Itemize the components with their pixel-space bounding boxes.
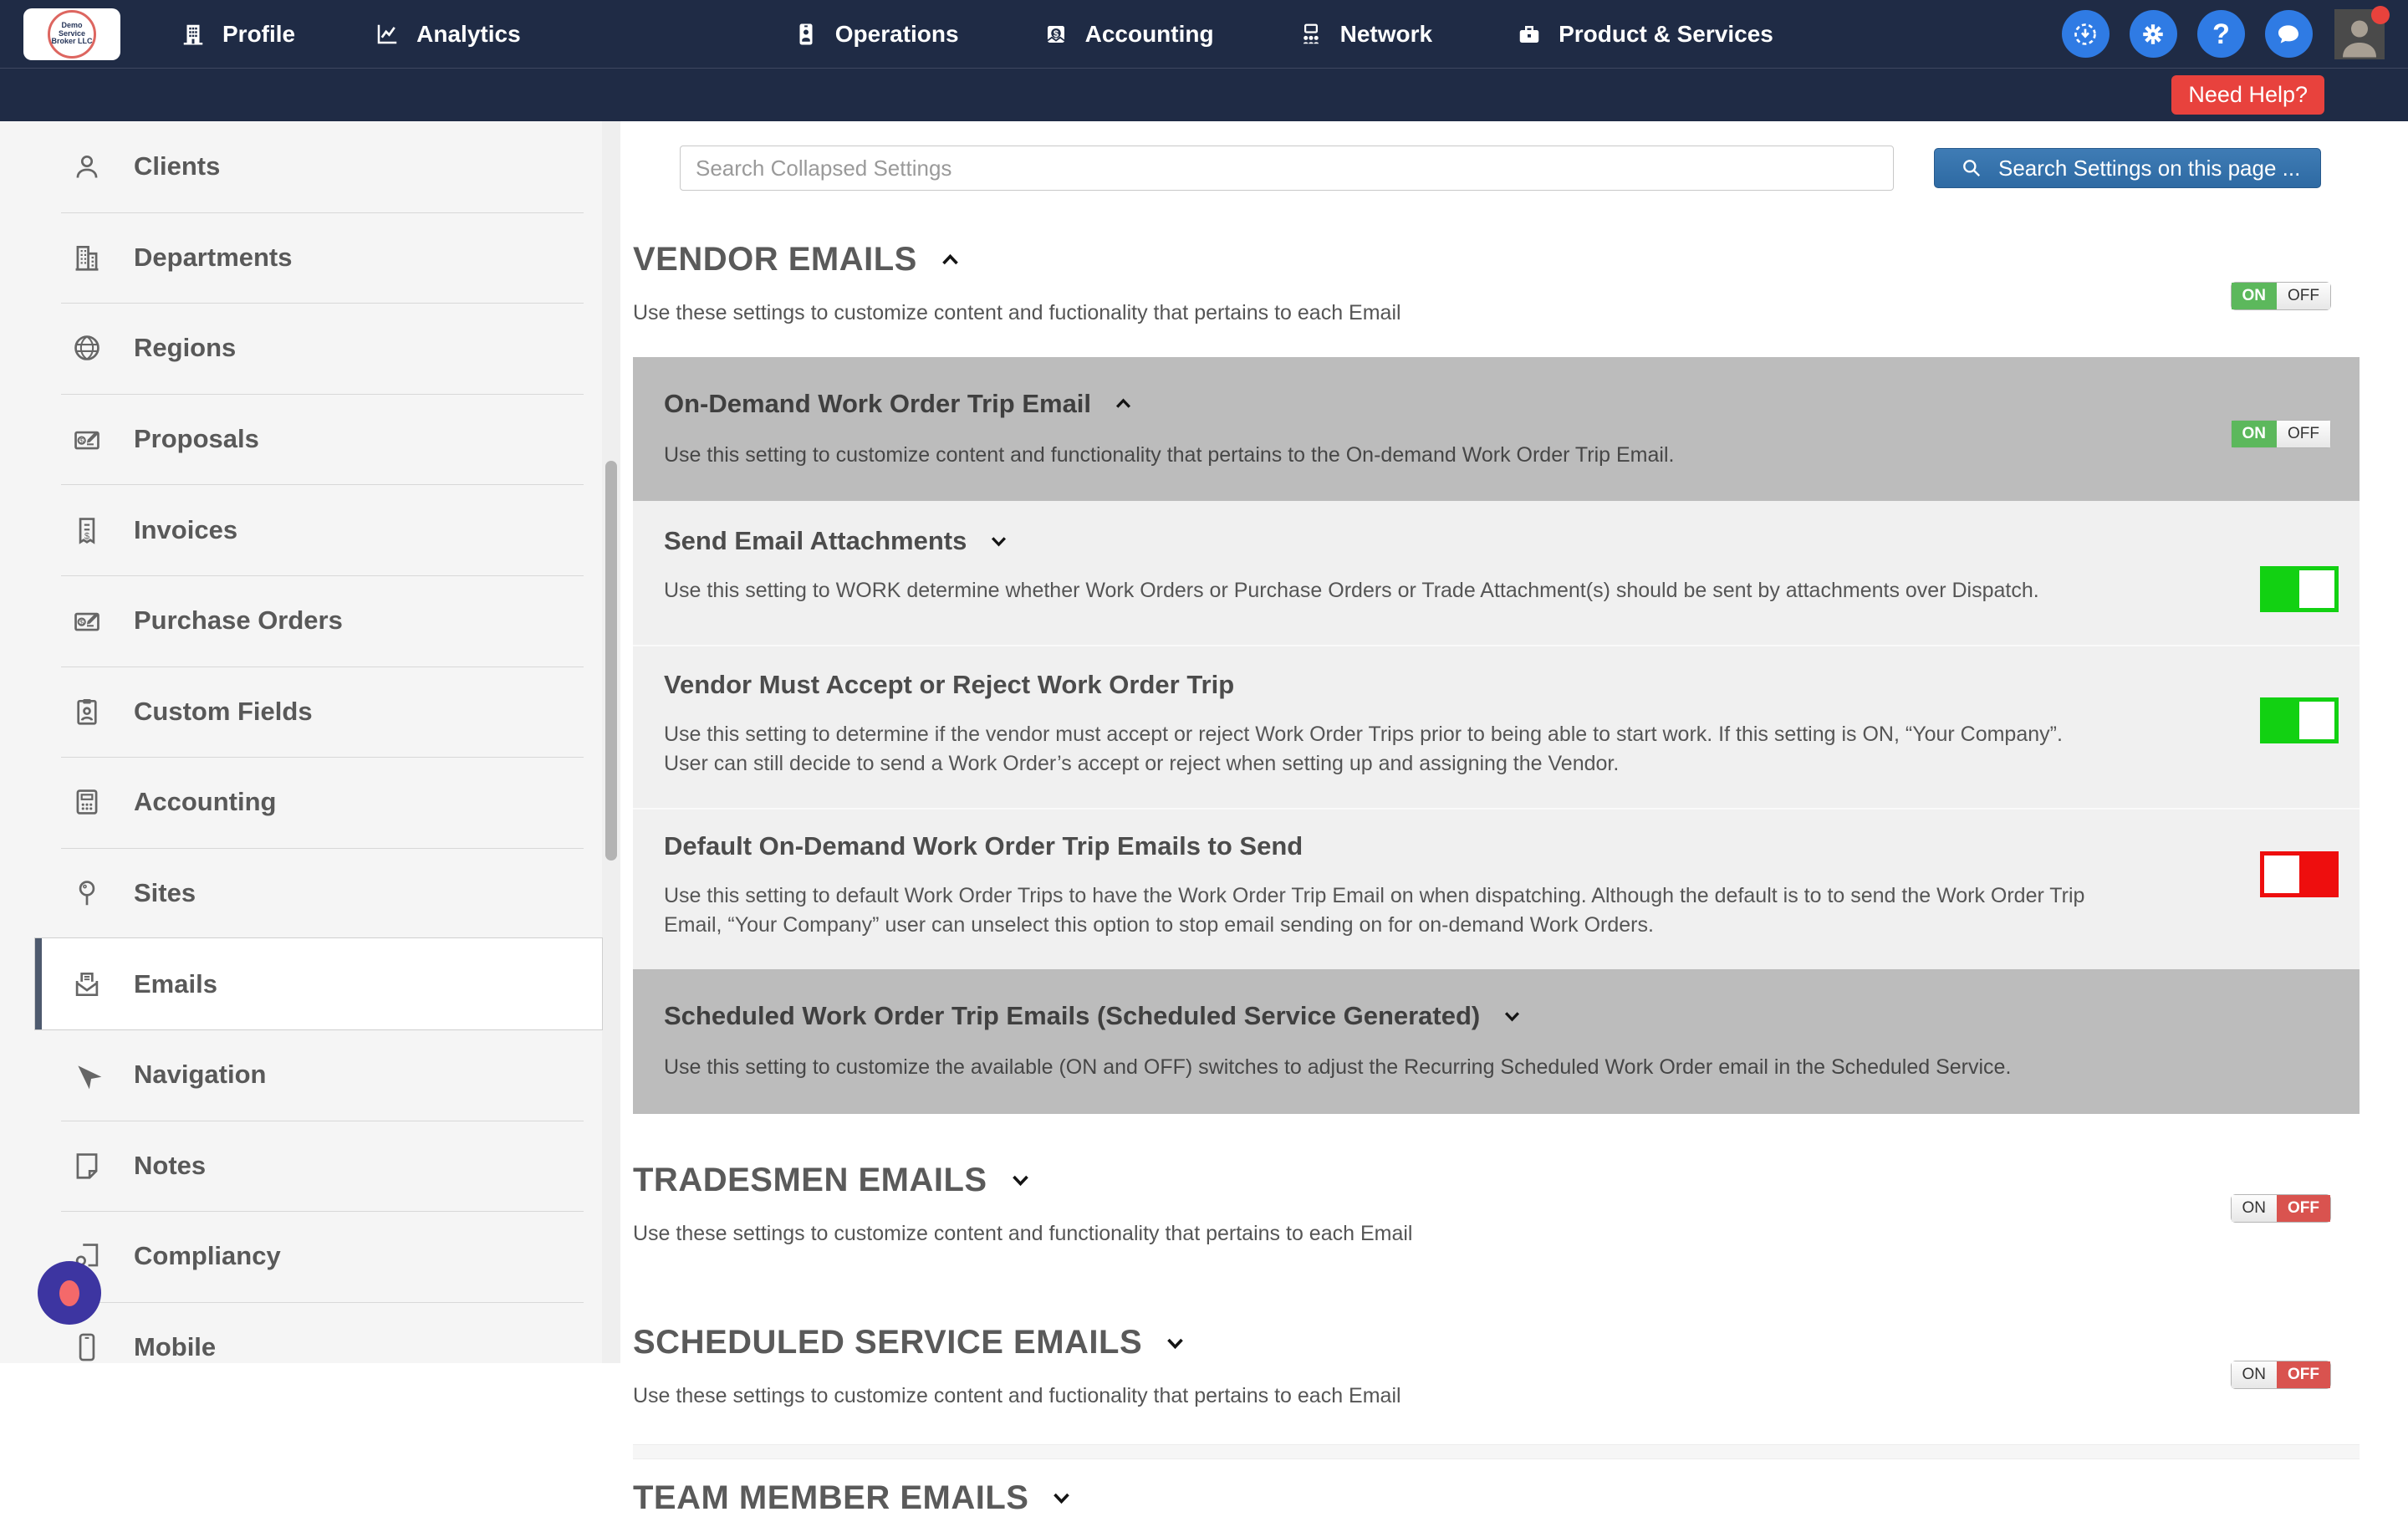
chat-launcher-button[interactable] xyxy=(38,1261,101,1325)
chevron-down-icon[interactable] xyxy=(1050,1488,1073,1508)
sidebar-item-regions[interactable] xyxy=(0,303,602,394)
chevron-down-icon[interactable] xyxy=(1164,1333,1186,1353)
svg-text:$: $ xyxy=(79,618,84,627)
document-dollar-icon xyxy=(70,604,104,637)
sidebar-item-label: Clients xyxy=(134,151,221,181)
search-settings-button[interactable] xyxy=(1934,148,2321,188)
search-icon xyxy=(1955,151,1988,185)
nav-label: Network xyxy=(1339,20,1433,47)
avatar[interactable] xyxy=(2334,9,2385,59)
switch-knob xyxy=(2299,702,2334,739)
sidebar-scrollbar xyxy=(602,121,620,1363)
setting-row-default-on-demand-emails xyxy=(633,808,2360,969)
need-help-button[interactable]: Need Help? xyxy=(2171,75,2324,115)
search-button-label: Search Settings on this page ... xyxy=(1998,155,2301,181)
section-title: VENDOR EMAILS xyxy=(633,241,917,278)
switch-knob xyxy=(2299,570,2334,608)
map-pin-icon xyxy=(70,876,104,910)
org-chart-icon xyxy=(1294,18,1328,51)
briefcase-icon xyxy=(1513,18,1546,51)
clipboard-person-icon xyxy=(70,695,104,728)
sidebar-item-label: Mobile xyxy=(134,1332,217,1362)
section-on-demand-work-order-trip-email xyxy=(633,357,2360,502)
scrollbar-thumb[interactable] xyxy=(605,461,617,861)
document-dollar-icon xyxy=(70,422,104,456)
calculator-icon xyxy=(70,785,104,819)
sidebar-item-navigation[interactable] xyxy=(0,1029,602,1121)
sidebar-item-label: Regions xyxy=(134,333,237,363)
id-badge-icon xyxy=(789,18,823,51)
sidebar-item-custom-fields[interactable] xyxy=(0,667,602,758)
send-email-attachments-switch[interactable] xyxy=(2260,566,2339,612)
nav-item-operations[interactable] xyxy=(789,18,959,51)
email-icon xyxy=(70,968,104,1001)
toggle-on-option[interactable]: ON xyxy=(2232,283,2278,309)
section-title: On-Demand Work Order Trip Email xyxy=(664,388,1092,418)
search-input[interactable] xyxy=(680,146,1894,191)
toggle-on-option[interactable]: ON xyxy=(2232,1361,2278,1388)
person-icon xyxy=(70,150,104,183)
setting-description: Use this setting to default Work Order Trips to have the Work Order Trip Email on when dispatching. Although the default is to to send the Work Order Trip Email, “Your Company” user can unselect this option to stop email sending on for on-demand Work Orders. xyxy=(664,884,2085,937)
search-row xyxy=(680,146,2360,191)
toggle-on-option[interactable]: ON xyxy=(2232,421,2278,447)
sidebar-item-label: Proposals xyxy=(134,424,259,454)
history-button[interactable] xyxy=(2062,10,2110,58)
switch-knob xyxy=(2264,856,2299,893)
section-title: Scheduled Work Order Trip Emails (Scheduled Service Generated) xyxy=(664,1001,1481,1030)
vendor-emails-toggle xyxy=(2231,282,2332,310)
section-vendor-emails xyxy=(633,241,2360,357)
globe-icon xyxy=(70,331,104,365)
chevron-up-icon[interactable] xyxy=(939,250,962,270)
sidebar-item-label: Navigation xyxy=(134,1060,267,1090)
sidebar-item-notes[interactable] xyxy=(0,1121,602,1212)
sidebar-item-label: Compliancy xyxy=(134,1241,281,1271)
settings-sidebar xyxy=(0,121,602,1363)
chevron-up-icon[interactable] xyxy=(1113,395,1134,413)
section-scheduled-work-order-trip-emails xyxy=(633,969,2360,1114)
section-description: Use these settings to customize content and fuctionality that pertains to each Email xyxy=(633,1384,1401,1407)
notification-dot xyxy=(2371,6,2390,24)
section-description: Use this setting to customize the available (ON and OFF) switches to adjust the Recurring Scheduled Work Order email in the Scheduled Service. xyxy=(664,1055,2012,1079)
chat-button[interactable] xyxy=(2265,10,2313,58)
sidebar-item-label: Notes xyxy=(134,1150,207,1180)
nav-left-group xyxy=(176,18,521,51)
section-tradesmen-emails xyxy=(633,1114,2360,1279)
building-icon xyxy=(176,18,210,51)
company-logo[interactable] xyxy=(23,8,120,60)
sidebar-item-purchase-orders[interactable] xyxy=(0,575,602,667)
sidebar-item-label: Invoices xyxy=(134,514,238,544)
tradesmen-emails-toggle xyxy=(2231,1194,2332,1223)
section-title: TRADESMEN EMAILS xyxy=(633,1161,987,1198)
nav-label: Profile xyxy=(222,20,296,47)
navigation-arrow-icon xyxy=(70,1058,104,1091)
history-icon xyxy=(2069,18,2102,51)
svg-text:$: $ xyxy=(1053,28,1059,39)
launcher-dot-icon xyxy=(59,1280,79,1306)
sidebar-item-accounting[interactable] xyxy=(0,757,602,848)
toggle-off-option[interactable]: OFF xyxy=(2277,283,2330,309)
toggle-off-option[interactable]: OFF xyxy=(2277,1195,2330,1222)
section-divider xyxy=(633,1444,2360,1459)
money-envelope-icon xyxy=(1039,18,1073,51)
section-description: Use these settings to customize content and functionality that pertains to each Email xyxy=(633,1221,1413,1245)
section-title: SCHEDULED SERVICE EMAILS xyxy=(633,1324,1143,1361)
nav-label: Operations xyxy=(834,20,959,47)
question-icon: ? xyxy=(2212,18,2230,50)
chevron-down-icon[interactable] xyxy=(1009,1170,1032,1190)
gear-icon xyxy=(2136,18,2170,51)
setting-title: Vendor Must Accept or Reject Work Order Trip xyxy=(664,670,1235,699)
nav-center-group xyxy=(789,18,1773,51)
sidebar-item-departments[interactable] xyxy=(0,212,602,304)
nav-item-analytics[interactable] xyxy=(370,18,521,51)
nav-item-accounting[interactable] xyxy=(1039,18,1214,51)
sidebar-item-clients[interactable] xyxy=(0,121,602,212)
chat-bubble-icon xyxy=(2272,18,2305,51)
nav-label: Analytics xyxy=(416,20,521,47)
building-icon xyxy=(70,241,104,274)
sidebar-item-label: Departments xyxy=(134,242,293,272)
company-logo-text: Demo Service Broker LLC xyxy=(48,10,96,59)
setting-row-vendor-must-accept xyxy=(633,645,2360,808)
setting-description: Use this setting to WORK determine whether Work Orders or Purchase Orders or Trade Attachment(s) should be sent by attachments over Dispatch. xyxy=(664,579,2039,602)
nav-item-product-services[interactable] xyxy=(1513,18,1773,51)
section-team-member-emails xyxy=(633,1459,2360,1517)
sidebar-item-emails[interactable] xyxy=(35,938,602,1029)
sub-navbar xyxy=(0,68,2408,121)
nav-item-profile[interactable] xyxy=(176,18,295,51)
section-description: Use this setting to customize content and functionality that pertains to the On-demand Work Order Trip Email. xyxy=(664,442,1675,467)
header-action-group xyxy=(2042,9,2385,59)
svg-text:$: $ xyxy=(84,530,90,541)
setting-title: Send Email Attachments xyxy=(664,526,967,555)
setting-description: Use this setting to determine if the vendor must accept or reject Work Order Trips prior to being able to start work. If this setting is ON, “Your Company”. User can still decide to send a Work Order’s accept or reject when setting up and assigning the Vendor. xyxy=(664,723,2063,775)
sidebar-item-label: Purchase Orders xyxy=(134,605,343,636)
svg-text:$: $ xyxy=(79,436,84,445)
nav-item-network[interactable] xyxy=(1294,18,1432,51)
top-navbar xyxy=(0,0,2408,68)
sidebar-item-label: Emails xyxy=(134,968,217,999)
line-chart-icon xyxy=(370,18,404,51)
default-on-demand-emails-switch[interactable] xyxy=(2260,851,2339,897)
nav-label: Product & Services xyxy=(1559,20,1773,47)
toggle-off-option[interactable]: OFF xyxy=(2277,1361,2330,1388)
vendor-must-accept-switch[interactable] xyxy=(2260,697,2339,743)
settings-button[interactable] xyxy=(2130,10,2177,58)
toggle-off-option[interactable]: OFF xyxy=(2277,421,2330,447)
sidebar-item-label: Accounting xyxy=(134,787,277,817)
toggle-on-option[interactable]: ON xyxy=(2232,1195,2278,1222)
sidebar-item-sites[interactable] xyxy=(0,848,602,939)
sidebar-item-proposals[interactable] xyxy=(0,394,602,485)
setting-row-send-email-attachments xyxy=(633,501,2360,645)
section-scheduled-service-emails xyxy=(633,1278,2360,1436)
sidebar-item-invoices[interactable] xyxy=(0,484,602,575)
mobile-icon xyxy=(70,1331,104,1364)
setting-title: Default On-Demand Work Order Trip Emails to Send xyxy=(664,831,1303,861)
section-title: TEAM MEMBER EMAILS xyxy=(633,1479,1029,1516)
sidebar-item-label: Custom Fields xyxy=(134,696,313,726)
chevron-down-icon[interactable] xyxy=(1502,1007,1523,1025)
help-button[interactable] xyxy=(2197,10,2245,58)
section-description: Use these settings to customize content and fuctionality that pertains to each Email xyxy=(633,301,1401,324)
chevron-down-icon[interactable] xyxy=(988,532,1009,550)
settings-content xyxy=(620,121,2408,1516)
note-icon xyxy=(70,1149,104,1182)
invoice-icon xyxy=(70,513,104,547)
sidebar-item-label: Sites xyxy=(134,878,196,908)
on-demand-trip-email-toggle xyxy=(2231,420,2332,448)
scheduled-service-emails-toggle xyxy=(2231,1361,2332,1389)
nav-label: Accounting xyxy=(1084,20,1214,47)
